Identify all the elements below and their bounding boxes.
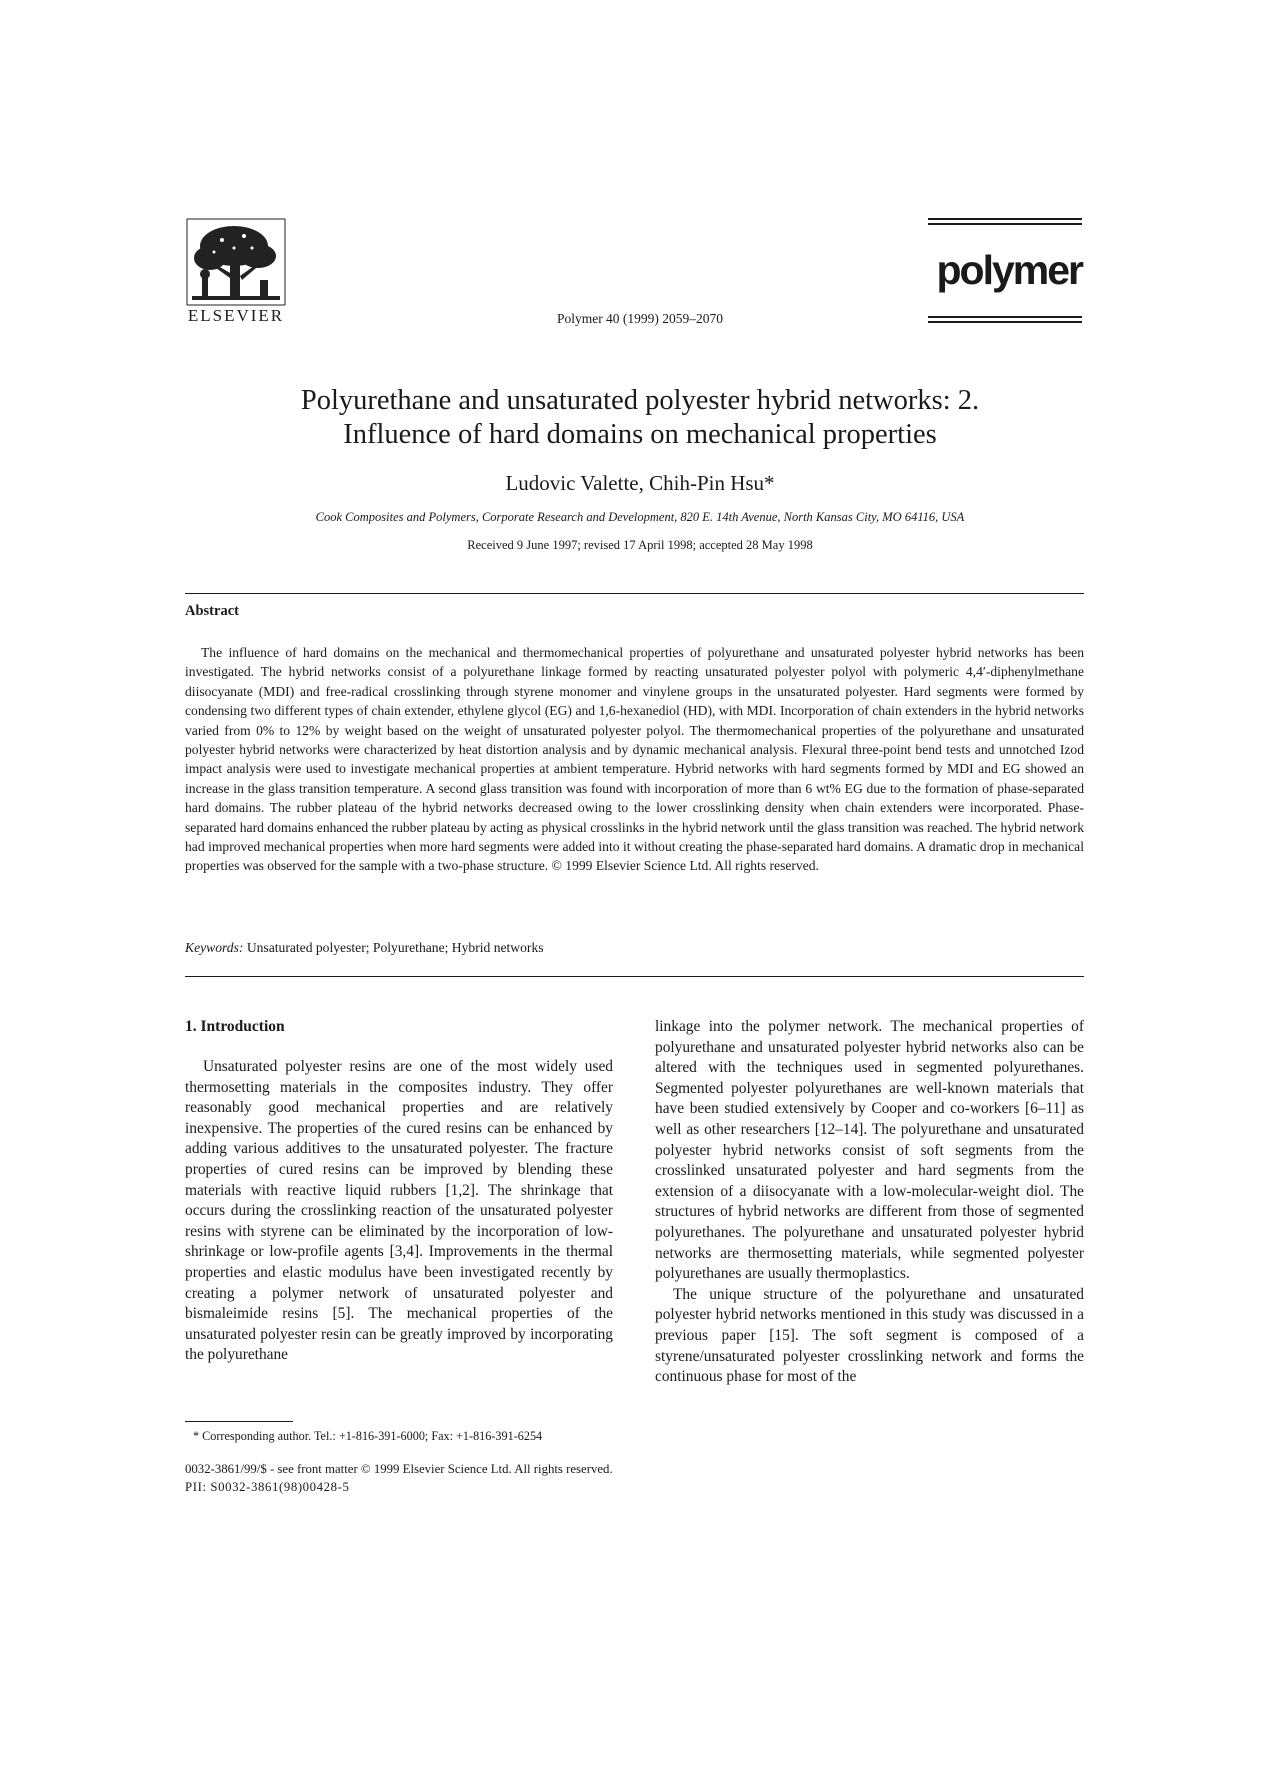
authors: Ludovic Valette, Chih-Pin Hsu* <box>505 471 775 495</box>
pii: PII: S0032-3861(98)00428-5 <box>185 1480 350 1494</box>
journal-rule-bottom-1 <box>928 316 1082 318</box>
keywords-list: Unsaturated polyester; Polyurethane; Hybrid networks <box>246 940 544 955</box>
intro-paragraph-1: Unsaturated polyester resins are one of the most widely used thermosetting materials in the composites industry. They offer reasonably good mechanical properties and are relatively inexpensive. The properties of the cured resins can be enhanced by adding various additives to the unsaturated polyester. The fracture properties of cured resins can be improved by blending these materials with reactive liquid rubbers [1,2]. The shrinkage that occurs during the crosslinking reaction of the unsaturated polyester resins with styrene can be eliminated by the incorporation of low-shrinkage or low-profile agents [3,4]. Improvements in the thermal properties and elastic modulus have been investigated recently by creating a polymer network of unsaturated polyester and bismaleimide resins [5]. The mechanical properties of the unsaturated polyester resin can be greatly improved by incorporating the polyurethane <box>185 1058 613 1364</box>
left-column <box>185 1017 613 1366</box>
abstract-rule-bottom <box>185 976 1084 977</box>
journal-citation: Polymer 40 (1999) 2059–2070 <box>556 311 724 326</box>
keywords <box>185 938 1084 957</box>
journal-name: polymer <box>936 247 1082 293</box>
intro-paragraph-2: linkage into the polymer network. The mechanical properties of polyurethane and unsaturated polyester hybrid networks also can be altered with the techniques used in segmented polyurethanes. Segmented polyester polyurethanes are well-known materials that have been studied extensively by Cooper and co-workers [6–11] as well as other researchers [12–14]. The polyurethane and unsaturated polyester hybrid networks consist of soft segments from the crosslinked unsaturated polyester and hard segments from the extension of a diisocyanate with a low-molecular-weight diol. The structures of hybrid networks are different from those of segmented polyurethanes. The polyurethane and unsaturated polyester hybrid networks are thermosetting materials, while segmented polyester polyurethanes are usually thermoplastics. <box>655 1018 1084 1283</box>
abstract-rule-top <box>185 593 1084 594</box>
journal-rule-bottom-2 <box>928 321 1082 323</box>
right-column <box>655 1017 1084 1388</box>
received-dates: Received 9 June 1997; revised 17 April 1998; accepted 28 May 1998 <box>467 538 813 552</box>
journal-rule-top-1 <box>928 218 1082 220</box>
abstract-text: The influence of hard domains on the mechanical and thermomechanical properties of polyurethane and unsaturated polyester hybrid networks has been investigated. The hybrid networks consist of a polyurethane linkage formed by reacting unsaturated polyester polyol with polymeric 4,4′-diphenylmethane diisocyanate (MDI) and free-radical crosslinking through styrene monomer and vinylene groups in the unsaturated polyester. Hard segments were formed by condensing two different types of chain extender, ethylene glycol (EG) and 1,6-hexanediol (HD), with MDI. Incorporation of chain extenders in the hybrid networks varied from 0% to 12% by weight based on the weight of unsaturated polyester polyol. The thermomechanical properties of the polyurethane and unsaturated polyester hybrid networks were characterized by heat distortion analysis and by dynamic mechanical analysis. Flexural three-point bend tests and unnotched Izod impact analysis were used to investigate mechanical properties at ambient temperature. Hybrid networks with hard segments formed by MDI and EG showed an increase in the glass transition temperature. A second glass transition was found with incorporation of more than 6 wt% EG due to the formation of phase-separated hard domains. The rubber plateau of the hybrid networks decreased owing to the lower crosslinking density when chain extenders were incorporated. Phase-separated hard domains enhanced the rubber plateau by acting as physical crosslinks in the hybrid network until the glass transition was reached. The hybrid network had improved mechanical properties when more hard segments were added into it without creating the phase-separated hard domains. A dramatic drop in mechanical properties was observed for the sample with a two-phase structure. © 1999 Elsevier Science Ltd. All rights reserved. <box>185 645 1084 874</box>
section-heading-introduction: 1. Introduction <box>185 1018 285 1035</box>
abstract-heading: Abstract <box>185 603 239 619</box>
corresponding-author-footnote: * Corresponding author. Tel.: +1-816-391-6000; Fax: +1-816-391-6254 <box>193 1429 543 1443</box>
footnote-rule <box>185 1421 293 1422</box>
front-matter-note: 0032-3861/99/$ - see front matter © 1999 Elsevier Science Ltd. All rights reserved. <box>185 1462 613 1476</box>
title-line-1: Polyurethane and unsaturated polyester hybrid networks: 2. <box>300 385 980 416</box>
publisher-logo-text: ELSEVIER <box>187 306 285 325</box>
title-line-2: Influence of hard domains on mechanical properties <box>343 419 937 450</box>
journal-rule-top-2 <box>928 223 1082 225</box>
affiliation: Cook Composites and Polymers, Corporate Research and Development, 820 E. 14th Avenue, North Kansas City, MO 64116, USA <box>315 510 965 524</box>
intro-paragraph-3: The unique structure of the polyurethane and unsaturated polyester hybrid networks mentioned in this study was discussed in a previous paper [15]. The soft segment is composed of a styrene/unsaturated polyester crosslinking network and forms the continuous phase for most of the <box>655 1285 1084 1386</box>
elsevier-tree-icon <box>186 218 286 306</box>
keywords-label: Keywords: <box>185 940 244 955</box>
article-title <box>160 384 1120 452</box>
